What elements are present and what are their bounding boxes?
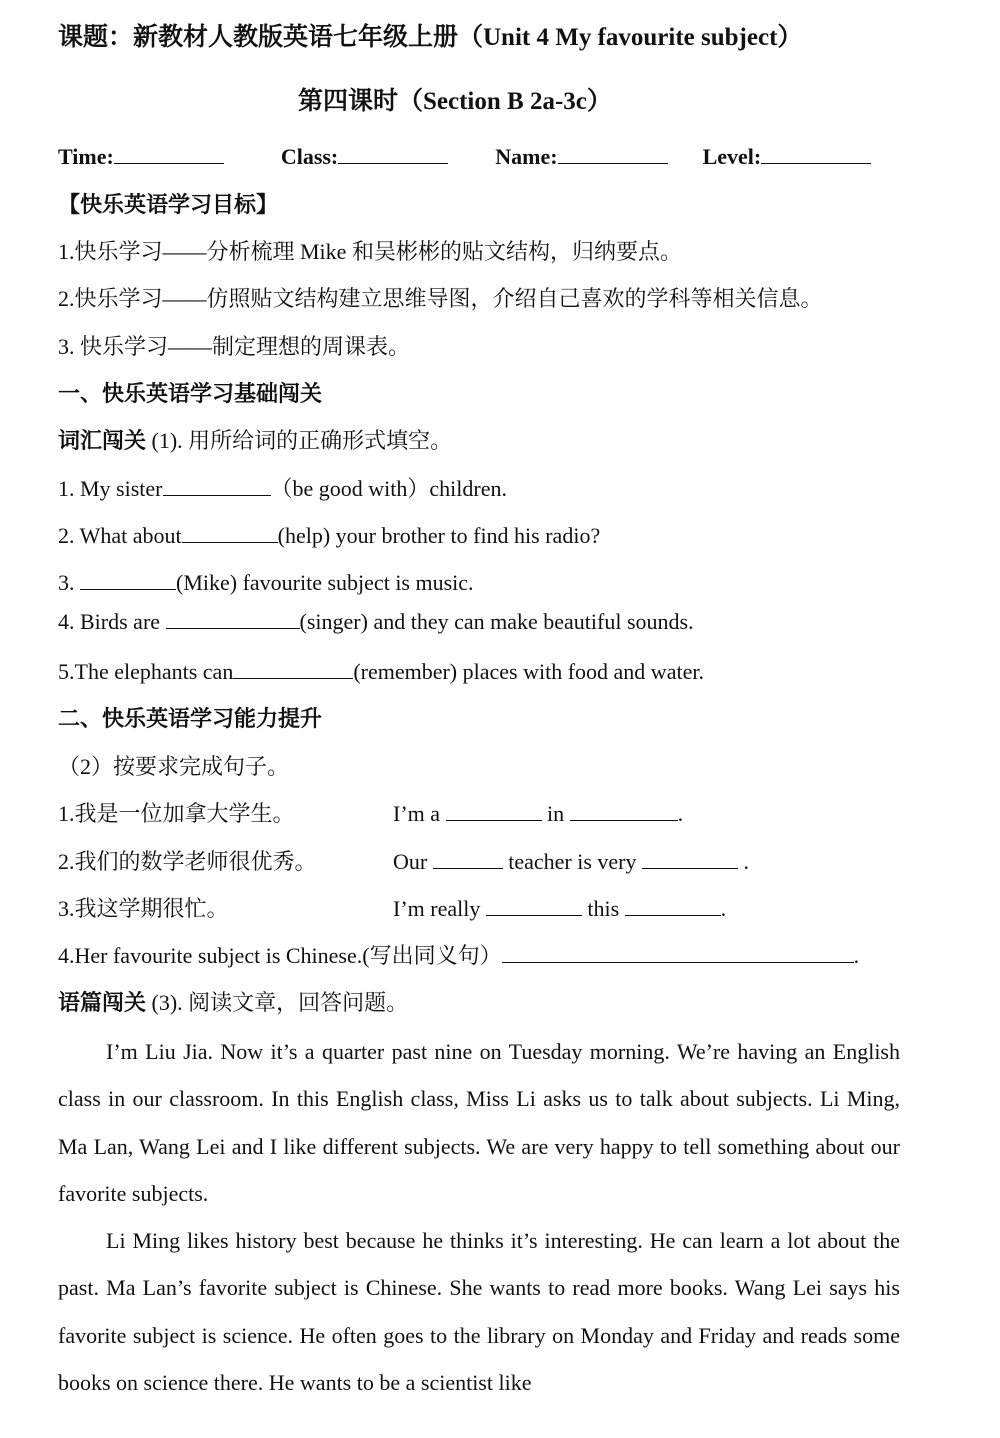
answer-blank[interactable] — [446, 800, 542, 821]
vocab-instruction: (1). 用所给词的正确形式填空。 — [146, 428, 453, 453]
answer-blank[interactable] — [433, 848, 503, 869]
answer-blank[interactable] — [642, 848, 738, 869]
answer-blank[interactable] — [166, 608, 300, 629]
time-field[interactable] — [114, 143, 224, 164]
title-line-1: 课题：新教材人教版英语七年级上册（Unit 4 My favourite subject） — [58, 24, 803, 51]
answer-blank[interactable] — [163, 475, 271, 496]
time-label: Time: — [58, 144, 114, 169]
answer-blank[interactable] — [80, 569, 176, 590]
vocab-question-2: 2. What about (help) your brother to find his radio? — [58, 523, 601, 548]
answer-blank[interactable] — [182, 522, 278, 543]
vocab-question-4: 4. Birds are (singer) and they can make beautiful sounds. — [58, 609, 694, 634]
vocab-question-3: 3. (Mike) favourite subject is music. — [58, 570, 474, 595]
student-info-row — [58, 143, 871, 171]
class-label: Class: — [280, 144, 339, 169]
reading-paragraph-1: I’m Liu Jia. Now it’s a quarter past nine on Tuesday morning. We’re having an English class in our classroom. In this English class, Miss Li asks us to talk about subjects. Li Ming, Ma Lan, Wang Lei and I like different subjects. We are very happy to tell something about our favorite subjects. — [58, 1039, 900, 1206]
reading-instruction: (3). 阅读文章，回答问题。 — [146, 990, 409, 1015]
answer-blank[interactable] — [233, 658, 353, 679]
level-field[interactable] — [761, 143, 871, 164]
objectives-heading: 【快乐英语学习目标】 — [58, 192, 279, 217]
vocab-instruction-line — [58, 427, 452, 455]
answer-blank[interactable] — [486, 895, 582, 916]
objective-2: 2.快乐学习——仿照贴文结构建立思维导图，介绍自己喜欢的学科等相关信息。 — [58, 286, 823, 311]
answer-blank[interactable] — [570, 800, 678, 821]
section2-heading: 二、快乐英语学习能力提升 — [58, 706, 323, 731]
sentence-1-chinese: 1.我是一位加拿大学生。 — [58, 801, 295, 826]
vocab-question-1: 1. My sister （be good with）children. — [58, 476, 507, 501]
vocab-question-5: 5.The elephants can (remember) places with food and water. — [58, 659, 704, 684]
answer-blank[interactable] — [625, 895, 721, 916]
title-line-2: 第四课时（Section B 2a-3c） — [298, 88, 612, 115]
section2-instruction: （2）按要求完成句子。 — [58, 754, 290, 779]
name-label: Name: — [495, 144, 558, 169]
reading-instruction-line — [58, 989, 408, 1017]
sentence-1-english: I’m a in . — [393, 801, 684, 826]
reading-label: 语篇闯关 — [58, 990, 147, 1015]
vocab-label: 词汇闯关 — [58, 428, 147, 453]
section1-heading: 一、快乐英语学习基础闯关 — [58, 381, 323, 406]
answer-blank[interactable] — [502, 942, 854, 963]
objective-1: 1.快乐学习——分析梳理 Mike 和吴彬彬的贴文结构，归纳要点。 — [58, 239, 682, 264]
objective-3: 3. 快乐学习——制定理想的周课表。 — [58, 334, 411, 359]
sentence-4: 4.Her favourite subject is Chinese.(写出同义句） . — [58, 943, 860, 968]
level-label: Level: — [702, 144, 762, 169]
name-field[interactable] — [558, 143, 668, 164]
sentence-2-english: Our teacher is very . — [393, 849, 749, 874]
reading-paragraph-2: Li Ming likes history best because he thinks it’s interesting. He can learn a lot about the past. Ma Lan’s favorite subject is Chinese. She wants to read more books. Wang Lei says his favorite subject is science. He often goes to the library on Monday and Friday and reads some books on science there. He wants to be a scientist like — [58, 1228, 900, 1395]
class-field[interactable] — [338, 143, 448, 164]
sentence-2-chinese: 2.我们的数学老师很优秀。 — [58, 849, 317, 874]
sentence-3-english: I’m really this . — [393, 896, 727, 921]
sentence-3-chinese: 3.我这学期很忙。 — [58, 896, 229, 921]
